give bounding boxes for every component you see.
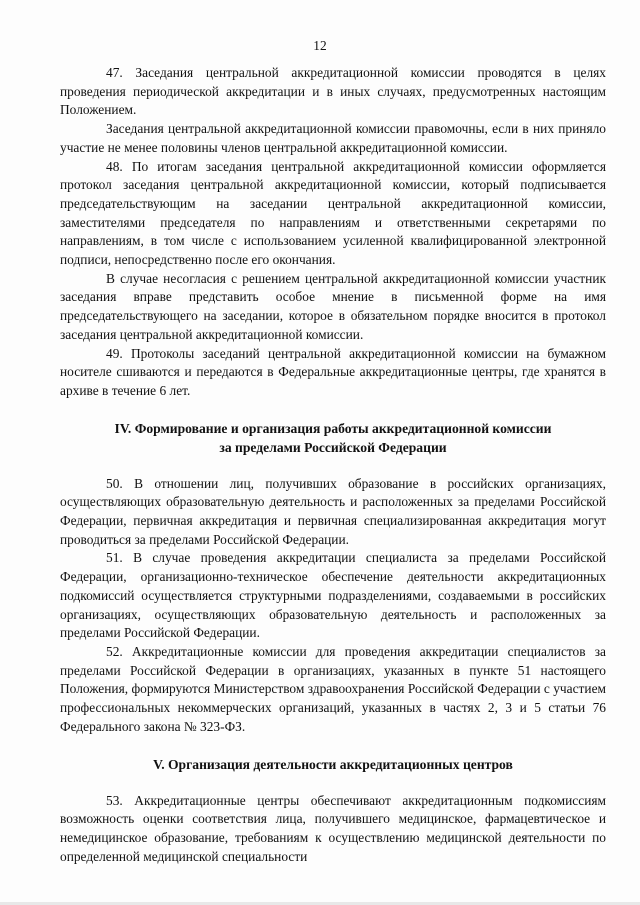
section-iv-heading-line2: за пределами Российской Федерации xyxy=(219,439,447,455)
page-number: 12 xyxy=(313,38,327,53)
section-iv-heading xyxy=(60,419,606,457)
section-v-heading: V. Организация деятельности аккредитационных центров xyxy=(153,756,513,772)
paragraph-52: 52. Аккредитационные комиссии для проведения аккредитации специалистов за пределами Российской Федерации в организациях, указанных в пункте 51 настоящего Положения, формируются Министерством здравоохранения Российской Федерации с участием профессиональных некоммерческих организаций, указанных в частях 2, 3 и 5 статьи 76 Федерального закона № 323-ФЗ. xyxy=(60,643,606,734)
paragraph-47-quorum: Заседания центральной аккредитационной комиссии правомочны, если в них приняло участие не менее половины членов центральной аккредитационной комиссии. xyxy=(60,121,606,155)
document-body xyxy=(60,64,606,866)
paragraph-49: 49. Протоколы заседаний центральной аккредитационной комиссии на бумажном носителе сшиваются и передаются в Федеральные аккредитационные центры, где хранятся в архиве в течение 6 лет. xyxy=(60,345,606,398)
paragraph-53: 53. Аккредитационные центры обеспечивают аккредитационным подкомиссиям возможность оценки соответствия лица, получившего медицинское, фармацевтическое и немедицинское образование, требованиям к осуществлению медицинской деятельности по определенной медицинской специальности xyxy=(60,792,606,864)
paragraph-48: 48. По итогам заседания центральной аккредитационной комиссии оформляется протокол заседания центральной аккредитационной комиссии, который подписывается председательствующим на заседании центральной аккредитационной комиссии, заместителями председателя по направлениям и ответственными секретарями по направлениям, в том числе с использованием усиленной квалифицированной электронной подписи, непосредственно после его окончания. xyxy=(60,158,606,268)
paragraph-47: 47. Заседания центральной аккредитационной комиссии проводятся в целях проведения периодической аккредитации и в иных случаях, предусмотренных настоящим Положением. xyxy=(60,65,606,118)
paragraph-50: 50. В отношении лиц, получивших образование в российских организациях, осуществляющих образовательную деятельность и расположенных за пределами Российской Федерации, первичная аккредитация и первичная специализированная аккредитация могут проводиться за пределами Российской Федерации. xyxy=(60,475,606,547)
paragraph-48-dissent: В случае несогласия с решением центральной аккредитационной комиссии участник заседания вправе представить особое мнение в письменной форме на имя председательствующего на заседании, которое в обязательном порядке вносится в протокол заседания центральной аккредитационной комиссии. xyxy=(60,270,606,342)
section-iv-heading-line1: IV. Формирование и организация работы аккредитационной комиссии xyxy=(114,420,552,436)
paragraph-51: 51. В случае проведения аккредитации специалиста за пределами Российской Федерации, организационно-техническое обеспечение деятельности аккредитационных подкомиссий осуществляется структурными подразделениями, создаваемыми в российских организациях, осуществляющих образовательную деятельность и расположенных за пределами Российской Федерации. xyxy=(60,550,606,641)
